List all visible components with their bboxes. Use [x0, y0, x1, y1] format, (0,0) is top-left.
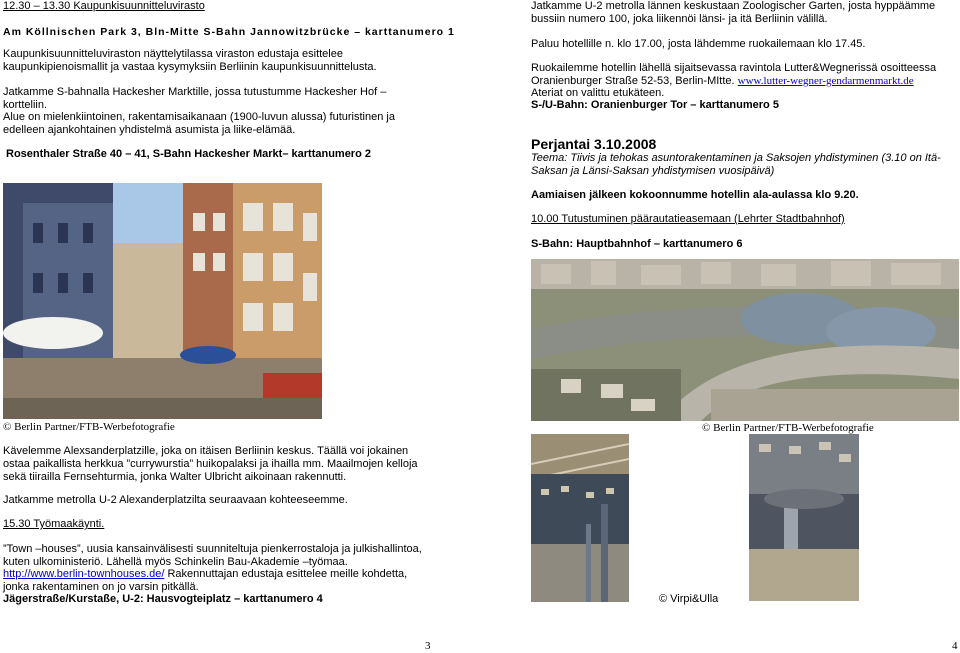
left-para-7-text: Rakennuttajan edustaja esittelee meille kohdetta, jonka rakentaminen on jo varsin pitkällä.: [3, 568, 408, 593]
left-time-2: 15.30 Työmaakäynti.: [3, 518, 105, 530]
day-heading: Perjantai 3.10.2008: [531, 136, 657, 152]
left-para-4: Kävelemme Alexsanderplatzille, joka on itäisen Berliinin keskus. Täällä voi jokainen ostaa paikallista herkkua ”currywurstia” huikopalaksi ja ihailla mm. Maailmojen kelloja sekä tiirailla Fernsehturmia, jonka Walter Ulbricht aikoinaan rakennutti.: [3, 445, 418, 483]
right-address-2: S-Bahn: Hauptbahnhof – karttanumero 6: [531, 238, 743, 250]
left-para-6: ”Town –houses”, uusia kansainvälisesti suunniteltuja pienkerrostaloja ja julkishallintoa, kuten ulkoministeriö. Lähellä myös Schinkelin Bau-Akademie –työmaa.: [3, 543, 422, 568]
right-photo-credit-1: © Berlin Partner/FTB-Werbefotografie: [702, 422, 874, 434]
left-para-2: Jatkamme S-bahnalla Hackesher Marktille, jossa tutustumme Hackesher Hof – kortteliin.: [3, 86, 387, 111]
right-para-3-text: Ruokailemme hotellin lähellä sijaitsevassa ravintola Lutter&Wegnerissä osoitteessa Oranienburger Straße 52-53, Berlin-MItte.: [531, 62, 937, 87]
station-platform-photo: [749, 434, 859, 601]
left-para-1: Kaupunkisuunnitteluviraston näyttelytilassa viraston edustaja esittelee kaupunkipienoismallit ja vastaa kysymyksiin Berliinin kaupunkisuunnittelusta.: [3, 48, 377, 73]
right-time-1: 10.00 Tutustuminen päärautatieasemaan (Lehrter Stadtbahnhof): [531, 213, 845, 225]
right-para-4: Ateriat on valittu etukäteen.: [531, 87, 665, 99]
hackesher-hof-photo: [3, 183, 322, 419]
left-para-5: Jatkamme metrolla U-2 Alexanderplatzilta seuraavaan kohteeseemme.: [3, 494, 348, 506]
theme-text: Teema: Tiivis ja tehokas asuntorakentaminen ja Saksojen yhdistyminen (3.10 on Itä-Saksan ja Länsi-Saksan yhdistymisen vuosipäivä): [531, 152, 941, 177]
time-heading: 12.30 – 13.30 Kaupunkisuunnitteluvirasto: [3, 0, 205, 12]
right-para-3: [531, 62, 959, 88]
left-address-2: Rosenthaler Straße 40 – 41, S-Bahn Hackesher Markt– karttanumero 2: [6, 148, 371, 160]
page-number-right: 4: [952, 640, 958, 652]
address-line: Am Köllnischen Park 3, Bln-Mitte S-Bahn Jannowitzbrücke – karttanumero 1: [3, 26, 455, 38]
breakfast-text: Aamiaisen jälkeen kokoonnumme hotellin ala-aulassa klo 9.20.: [531, 189, 859, 201]
left-address-3: Jägerstraße/Kurstaße, U-2: Hausvogteiplatz – karttanumero 4: [3, 593, 323, 605]
page-number-left: 3: [425, 640, 431, 652]
right-photo-credit-2: © Virpi&Ulla: [659, 593, 719, 605]
right-para-1: Jatkamme U-2 metrolla lännen keskustaan Zoologischer Garten, josta hyppäämme bussiin numero 100, joka liikennöi länsi- ja itä Berliinin välillä.: [531, 0, 936, 25]
station-interior-photo: [531, 434, 629, 602]
right-address-1: S-/U-Bahn: Oranienburger Tor – karttanumero 5: [531, 99, 779, 111]
left-photo-credit: © Berlin Partner/FTB-Werbefotografie: [3, 421, 175, 433]
lutter-wegner-link[interactable]: www.lutter-wegner-gendarmenmarkt.de: [737, 75, 914, 87]
townhouses-link[interactable]: http://www.berlin-townhouses.de/: [3, 568, 165, 580]
right-para-2: Paluu hotellille n. klo 17.00, josta lähdemme ruokailemaan klo 17.45.: [531, 38, 866, 50]
left-para-7: [3, 568, 433, 594]
left-para-3: Alue on mielenkiintoinen, rakentamisaikanaan (1900-luvun alussa) futuristinen ja edelleen ajankohtainen yhdistelmä asumista ja liike-elämää.: [3, 111, 395, 136]
hauptbahnhof-photo: [531, 259, 959, 421]
